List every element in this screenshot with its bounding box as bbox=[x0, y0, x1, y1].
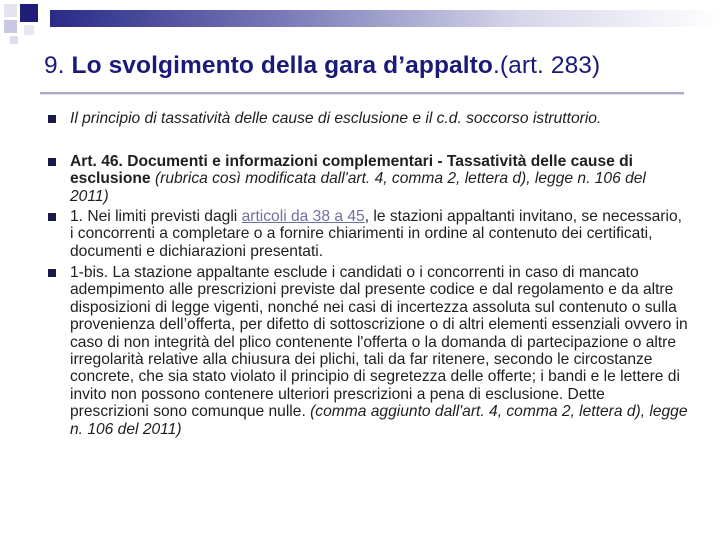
square-bullet-icon bbox=[48, 115, 56, 123]
title-suffix: .(art. 283) bbox=[492, 52, 601, 79]
square-bullet-icon bbox=[48, 158, 56, 166]
square-bullet-icon bbox=[48, 213, 56, 221]
deco-square bbox=[10, 36, 18, 44]
paragraph-pre: 1. Nei limiti previsti dagli bbox=[70, 208, 242, 225]
article-heading: Art. 46. Documenti e informazioni complementari - Tassatività delle cause di esclusione bbox=[70, 153, 633, 188]
title-underline-shadow bbox=[40, 94, 684, 95]
slide-title bbox=[44, 52, 704, 80]
title-main: Lo svolgimento della gara d’appalto bbox=[71, 52, 493, 79]
bullet-text: Il principio di tassatività delle cause di esclusione e il c.d. soccorso istruttorio. bbox=[70, 110, 602, 127]
bullet-text bbox=[70, 208, 688, 260]
deco-square bbox=[24, 25, 34, 35]
deco-square bbox=[20, 4, 38, 22]
deco-square bbox=[4, 20, 17, 33]
articles-link[interactable]: articoli da 38 a 45 bbox=[241, 208, 365, 225]
bullet-item bbox=[48, 153, 688, 205]
paragraph-body: 1-bis. La stazione appaltante esclude i candidati o i concorrenti in caso di mancato adempimento alle prescrizioni previste dal presente codice e dal regolamento e da altre disposizioni di legge vigenti, nonché nei casi di incertezza assoluta sul contenuto o sulla provenienza dell’offerta, per difetto di sottoscrizione o di altri elementi essenziali ovvero in caso di non integrità del plico contenente l'offerta o la domanda di partecipazione o altre irregolarità relative alla chiusura dei plichi, tali da far ritenere, secondo le circostanze concrete, che sia stato violato il principio di segretezza delle offerte; i bandi e le lettere di invito non possono contenere ulteriori prescrizioni a pena di esclusione. Dette prescrizioni sono comunque nulle. bbox=[70, 264, 688, 421]
article-note: (rubrica così modificata dall'art. 4, comma 2, lettera d), legge n. 106 del 2011) bbox=[70, 170, 646, 205]
bullet-text bbox=[70, 153, 688, 205]
square-bullet-icon bbox=[48, 269, 56, 277]
deco-square bbox=[4, 4, 17, 17]
bullet-text bbox=[70, 264, 688, 438]
bullet-item bbox=[48, 208, 688, 260]
bullet-item bbox=[48, 110, 688, 127]
paragraph-note: (comma aggiunto dall'art. 4, comma 2, lettera d), legge n. 106 del 2011) bbox=[70, 403, 688, 438]
paragraph-post: , le stazioni appaltanti invitano, se necessario, i concorrenti a completare o a fornire chiarimenti in ordine al contenuto dei certificati, documenti e dichiarazioni presentati. bbox=[70, 208, 682, 260]
bullet-item bbox=[48, 264, 688, 438]
header-decoration bbox=[0, 0, 720, 52]
title-number: 9. bbox=[44, 52, 72, 79]
